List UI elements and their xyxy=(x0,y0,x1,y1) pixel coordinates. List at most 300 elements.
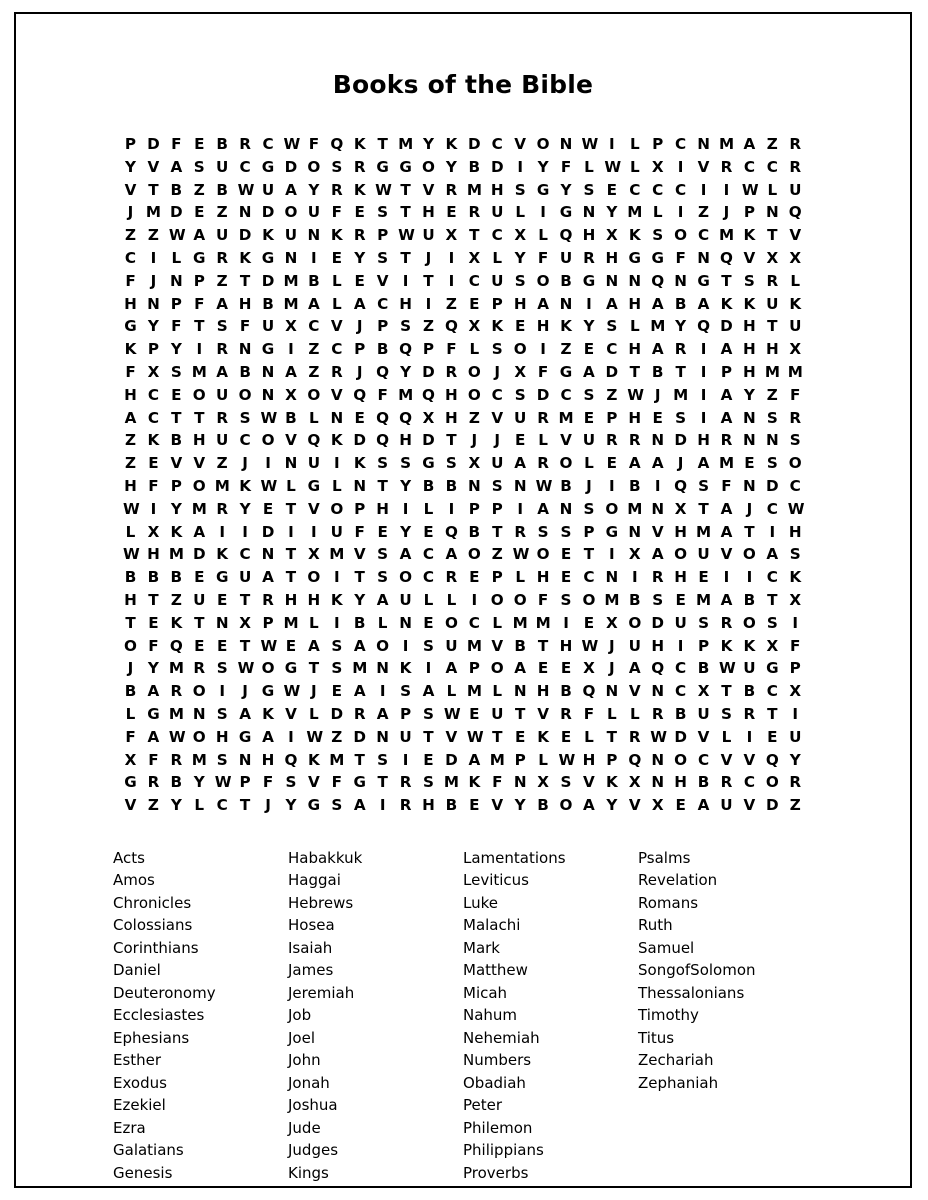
grid-cell: T xyxy=(171,408,182,427)
grid-cell: G xyxy=(261,157,275,176)
grid-cell: B xyxy=(445,796,458,815)
grid-cell: O xyxy=(192,727,206,746)
grid-cell: U xyxy=(216,385,229,404)
grid-cell: A xyxy=(307,294,320,313)
grid-cell: T xyxy=(423,727,434,746)
grid-cell: I xyxy=(219,522,226,541)
grid-cell: W xyxy=(168,226,186,245)
grid-cell: A xyxy=(124,408,137,427)
grid-cell: V xyxy=(193,454,206,473)
grid-row xyxy=(123,726,803,749)
grid-cell: X xyxy=(239,613,251,632)
grid-cell: R xyxy=(537,454,549,473)
grid-cell: B xyxy=(308,271,320,290)
list-item: Jonah xyxy=(288,1073,330,1092)
grid-cell: B xyxy=(468,157,481,176)
grid-cell: I xyxy=(677,636,684,655)
grid-row xyxy=(123,361,803,384)
list-item: Ezra xyxy=(113,1118,146,1137)
grid-cell: K xyxy=(445,135,458,153)
grid-cell: R xyxy=(720,157,733,176)
grid-cell: X xyxy=(147,362,160,381)
grid-cell: S xyxy=(170,362,182,381)
grid-cell: S xyxy=(377,750,389,769)
grid-cell: M xyxy=(558,408,574,427)
grid-cell: R xyxy=(330,362,343,381)
grid-row xyxy=(123,589,803,612)
grid-cell: D xyxy=(605,362,619,381)
grid-cell: N xyxy=(559,499,573,518)
grid-cell: N xyxy=(261,385,275,404)
list-item: Habakkuk xyxy=(288,848,363,867)
grid-cell: W xyxy=(260,408,278,427)
grid-cell: S xyxy=(583,180,595,199)
grid-cell: C xyxy=(789,476,801,495)
grid-cell: O xyxy=(444,613,458,632)
grid-cell: P xyxy=(789,659,801,678)
list-item: Timothy xyxy=(638,1006,699,1025)
grid-cell: U xyxy=(284,226,298,245)
grid-cell: C xyxy=(308,317,320,336)
grid-cell: E xyxy=(583,340,595,359)
grid-cell: Q xyxy=(444,522,458,541)
grid-cell: J xyxy=(586,476,592,495)
grid-cell: H xyxy=(124,590,137,609)
grid-cell: M xyxy=(283,294,299,313)
grid-cell: F xyxy=(125,362,136,381)
grid-cell: I xyxy=(471,590,478,609)
grid-cell: Z xyxy=(331,727,343,746)
grid-cell: D xyxy=(651,613,664,632)
grid-cell: U xyxy=(789,317,802,336)
grid-cell: U xyxy=(789,727,802,746)
list-item: Mark xyxy=(463,938,500,957)
grid-cell: N xyxy=(743,431,756,450)
grid-cell: L xyxy=(538,750,548,769)
grid-cell: S xyxy=(766,454,778,473)
list-item: Ruth xyxy=(638,916,673,935)
grid-cell: I xyxy=(333,454,340,473)
grid-cell: E xyxy=(698,568,709,587)
grid-cell: A xyxy=(147,682,160,701)
puzzle-sheet xyxy=(14,12,912,1188)
grid-cell: A xyxy=(353,636,366,655)
grid-cell: C xyxy=(675,682,687,701)
grid-cell: L xyxy=(331,476,342,495)
grid-cell: F xyxy=(537,590,549,609)
grid-cell: H xyxy=(605,248,619,267)
grid-cell: K xyxy=(743,294,756,313)
grid-cell: R xyxy=(674,340,687,359)
grid-cell: C xyxy=(560,385,572,404)
grid-cell: A xyxy=(445,659,458,678)
grid-cell: S xyxy=(331,659,343,678)
grid-cell: L xyxy=(446,682,457,701)
grid-cell: W xyxy=(558,750,576,769)
grid-cell: O xyxy=(399,568,413,587)
grid-cell: Y xyxy=(354,248,366,267)
grid-cell: T xyxy=(606,727,618,746)
grid-cell: H xyxy=(651,636,665,655)
grid-row xyxy=(123,521,803,544)
grid-cell: R xyxy=(239,135,251,153)
grid-cell: T xyxy=(148,180,159,199)
grid-cell: A xyxy=(720,385,733,404)
grid-cell: C xyxy=(216,796,228,815)
grid-cell: S xyxy=(514,271,526,290)
grid-cell: W xyxy=(260,636,278,655)
grid-cell: V xyxy=(124,180,137,199)
grid-cell: E xyxy=(560,568,572,587)
list-item: Thessalonians xyxy=(638,983,745,1002)
grid-cell: I xyxy=(402,499,409,518)
grid-cell: G xyxy=(628,248,642,267)
grid-cell: P xyxy=(124,135,137,153)
grid-cell: A xyxy=(307,636,320,655)
grid-cell: F xyxy=(125,271,136,290)
grid-cell: T xyxy=(583,545,595,564)
grid-cell: Z xyxy=(789,796,801,815)
grid-cell: R xyxy=(445,568,458,587)
grid-cell: A xyxy=(239,704,251,723)
grid-cell: Y xyxy=(285,796,297,815)
list-item: Micah xyxy=(463,983,508,1002)
grid-cell: Y xyxy=(239,499,251,518)
grid-cell: I xyxy=(448,271,455,290)
grid-cell: Q xyxy=(399,408,413,427)
grid-cell: M xyxy=(627,203,643,222)
grid-cell: W xyxy=(604,157,622,176)
grid-cell: H xyxy=(628,408,642,427)
grid-cell: Y xyxy=(354,590,366,609)
grid-cell: D xyxy=(261,271,275,290)
grid-cell: B xyxy=(170,773,183,792)
grid-cell: W xyxy=(466,727,484,746)
grid-cell: C xyxy=(377,294,389,313)
grid-cell: O xyxy=(192,385,206,404)
grid-cell: C xyxy=(331,340,343,359)
grid-cell: B xyxy=(353,613,366,632)
grid-cell: G xyxy=(582,271,596,290)
grid-cell: H xyxy=(422,796,435,815)
grid-cell: W xyxy=(535,476,553,495)
grid-cell: M xyxy=(168,545,184,564)
grid-cell: F xyxy=(331,773,342,792)
grid-cell: K xyxy=(353,454,366,473)
grid-cell: F xyxy=(790,636,801,655)
grid-cell: J xyxy=(494,431,501,450)
grid-cell: G xyxy=(536,180,550,199)
grid-cell: P xyxy=(652,135,664,153)
grid-cell: K xyxy=(330,590,343,609)
grid-cell: V xyxy=(628,796,641,815)
grid-cell: O xyxy=(192,682,206,701)
grid-cell: V xyxy=(170,454,183,473)
grid-cell: R xyxy=(216,340,229,359)
grid-cell: E xyxy=(537,659,549,678)
grid-cell: B xyxy=(514,636,526,655)
list-item: Haggai xyxy=(288,871,341,890)
grid-cell: O xyxy=(307,568,321,587)
grid-cell: L xyxy=(790,271,801,290)
grid-cell: O xyxy=(467,362,481,381)
grid-cell: J xyxy=(425,248,432,267)
grid-cell: A xyxy=(537,294,549,313)
word-list-column xyxy=(113,847,288,1185)
grid-cell: V xyxy=(789,226,802,245)
grid-cell: U xyxy=(628,636,641,655)
grid-row xyxy=(123,384,803,407)
grid-cell: O xyxy=(536,135,550,153)
grid-cell: N xyxy=(284,454,298,473)
grid-cell: E xyxy=(469,796,480,815)
grid-cell: H xyxy=(743,317,756,336)
list-item: Genesis xyxy=(113,1163,173,1182)
grid-cell: A xyxy=(537,499,549,518)
grid-cell: M xyxy=(443,773,460,792)
grid-cell: T xyxy=(285,499,297,518)
grid-cell: X xyxy=(468,454,481,473)
list-item: Deuteronomy xyxy=(113,983,216,1002)
grid-cell: X xyxy=(628,773,641,792)
grid-cell: N xyxy=(215,613,229,632)
grid-cell: N xyxy=(582,203,596,222)
grid-cell: M xyxy=(398,385,414,404)
grid-cell: L xyxy=(629,157,640,176)
grid-cell: L xyxy=(423,499,434,518)
grid-cell: Y xyxy=(170,340,182,359)
grid-cell: A xyxy=(628,454,641,473)
grid-cell: M xyxy=(191,750,207,769)
grid-cell: O xyxy=(559,454,573,473)
grid-cell: V xyxy=(651,522,664,541)
grid-cell: T xyxy=(423,271,434,290)
grid-cell: R xyxy=(720,431,733,450)
grid-cell: M xyxy=(466,682,482,701)
grid-cell: E xyxy=(354,271,365,290)
grid-cell: B xyxy=(674,704,687,723)
grid-cell: S xyxy=(743,271,755,290)
grid-cell: A xyxy=(583,362,595,381)
grid-cell: Y xyxy=(743,385,755,404)
word-list-column xyxy=(638,847,813,1185)
grid-cell: B xyxy=(445,476,458,495)
grid-cell: P xyxy=(491,499,503,518)
grid-cell: K xyxy=(353,180,366,199)
grid-cell: A xyxy=(720,590,733,609)
grid-cell: A xyxy=(514,454,527,473)
grid-row xyxy=(123,315,803,338)
grid-cell: S xyxy=(560,773,572,792)
grid-cell: B xyxy=(239,362,251,381)
grid-cell: J xyxy=(242,682,248,701)
grid-cell: A xyxy=(399,545,412,564)
grid-cell: H xyxy=(697,431,710,450)
grid-row xyxy=(123,771,803,794)
grid-cell: H xyxy=(307,590,321,609)
grid-cell: O xyxy=(674,545,688,564)
grid-cell: C xyxy=(697,226,710,245)
grid-cell: S xyxy=(377,568,389,587)
grid-cell: K xyxy=(307,750,320,769)
word-list-column xyxy=(463,847,638,1185)
grid-cell: A xyxy=(262,568,274,587)
grid-cell: P xyxy=(170,294,182,313)
grid-cell: T xyxy=(194,408,205,427)
list-item: Amos xyxy=(113,871,155,890)
grid-cell: S xyxy=(789,545,801,564)
grid-cell: A xyxy=(147,727,160,746)
grid-cell: Z xyxy=(124,226,136,245)
grid-cell: I xyxy=(677,157,684,176)
grid-cell: U xyxy=(766,294,779,313)
grid-cell: A xyxy=(651,294,664,313)
grid-cell: P xyxy=(468,659,480,678)
list-item: Philemon xyxy=(463,1118,533,1137)
grid-cell: X xyxy=(651,796,664,815)
grid-cell: G xyxy=(238,727,252,746)
grid-cell: Z xyxy=(124,431,136,450)
grid-cell: D xyxy=(238,226,252,245)
grid-cell: L xyxy=(721,727,732,746)
list-item: Exodus xyxy=(113,1073,167,1092)
grid-cell: H xyxy=(582,750,596,769)
grid-cell: T xyxy=(698,499,709,518)
grid-cell: E xyxy=(171,385,182,404)
grid-cell: V xyxy=(285,704,297,723)
grid-cell: E xyxy=(217,636,228,655)
grid-cell: R xyxy=(651,568,664,587)
grid-cell: T xyxy=(308,659,320,678)
grid-cell: S xyxy=(400,682,412,701)
grid-cell: K xyxy=(239,248,251,267)
grid-cell: C xyxy=(422,568,435,587)
grid-cell: Y xyxy=(514,796,526,815)
grid-cell: W xyxy=(512,545,530,564)
grid-cell: Z xyxy=(422,317,434,336)
grid-cell: R xyxy=(353,157,366,176)
grid-cell: C xyxy=(766,499,778,518)
grid-cell: F xyxy=(537,248,549,267)
grid-cell: H xyxy=(215,727,229,746)
grid-cell: N xyxy=(697,248,710,267)
list-item: Chronicles xyxy=(113,893,192,912)
grid-cell: A xyxy=(697,294,710,313)
grid-cell: W xyxy=(283,682,301,701)
grid-cell: H xyxy=(536,317,550,336)
grid-cell: G xyxy=(124,317,137,336)
grid-cell: B xyxy=(124,682,137,701)
grid-cell: Y xyxy=(789,750,801,769)
grid-cell: G xyxy=(605,522,619,541)
grid-cell: S xyxy=(652,590,664,609)
grid-cell: S xyxy=(789,431,801,450)
grid-cell: K xyxy=(330,431,343,450)
grid-cell: O xyxy=(307,385,321,404)
grid-cell: V xyxy=(330,385,343,404)
grid-cell: E xyxy=(469,294,480,313)
grid-cell: X xyxy=(468,248,481,267)
grid-cell: I xyxy=(517,499,523,518)
grid-cell: O xyxy=(490,659,504,678)
grid-cell: V xyxy=(491,796,504,815)
grid-cell: S xyxy=(537,522,549,541)
grid-cell: Y xyxy=(400,362,412,381)
grid-cell: E xyxy=(560,545,572,564)
grid-cell: S xyxy=(514,385,526,404)
grid-cell: A xyxy=(720,499,733,518)
grid-cell: S xyxy=(377,203,389,222)
list-item: Ephesians xyxy=(113,1028,190,1047)
grid-cell: W xyxy=(123,499,140,518)
grid-cell: N xyxy=(513,773,527,792)
grid-cell: F xyxy=(492,773,503,792)
grid-cell: Q xyxy=(330,135,344,153)
grid-cell: Y xyxy=(193,773,205,792)
grid-cell: Z xyxy=(193,180,205,199)
grid-cell: F xyxy=(721,476,732,495)
grid-cell: U xyxy=(307,203,321,222)
grid-cell: K xyxy=(170,522,183,541)
grid-cell: V xyxy=(720,545,733,564)
grid-row xyxy=(123,749,803,772)
grid-cell: G xyxy=(766,659,779,678)
grid-cell: X xyxy=(124,750,137,769)
grid-row xyxy=(123,133,803,156)
grid-cell: E xyxy=(675,796,686,815)
list-item: Ecclesiastes xyxy=(113,1006,205,1025)
grid-cell: P xyxy=(399,704,412,723)
grid-cell: U xyxy=(261,317,275,336)
grid-cell: M xyxy=(696,522,712,541)
grid-cell: N xyxy=(605,682,619,701)
grid-cell: T xyxy=(354,568,365,587)
grid-cell: P xyxy=(514,750,526,769)
grid-cell: M xyxy=(466,636,482,655)
list-item: Zechariah xyxy=(638,1051,714,1070)
grid-cell: A xyxy=(193,522,206,541)
grid-cell: C xyxy=(766,157,778,176)
grid-cell: S xyxy=(216,659,228,678)
grid-cell: D xyxy=(353,727,367,746)
grid-cell: S xyxy=(583,385,595,404)
grid-cell: A xyxy=(651,340,664,359)
grid-cell: U xyxy=(491,704,504,723)
grid-cell: Q xyxy=(582,682,596,701)
grid-cell: A xyxy=(720,408,733,427)
grid-cell: C xyxy=(422,545,435,564)
grid-cell: O xyxy=(261,659,275,678)
grid-cell: Y xyxy=(445,157,457,176)
grid-cell: W xyxy=(375,180,392,199)
grid-cell: F xyxy=(790,385,801,404)
grid-cell: F xyxy=(583,704,595,723)
grid-cell: R xyxy=(583,248,595,267)
grid-cell: C xyxy=(239,545,251,564)
grid-cell: T xyxy=(469,226,480,245)
grid-cell: B xyxy=(468,522,481,541)
grid-cell: T xyxy=(194,317,205,336)
grid-cell: Z xyxy=(170,590,182,609)
grid-cell: W xyxy=(581,636,599,655)
grid-cell: N xyxy=(238,750,252,769)
grid-cell: H xyxy=(559,636,573,655)
grid-cell: M xyxy=(214,476,230,495)
grid-cell: L xyxy=(767,180,778,199)
grid-cell: Z xyxy=(216,454,228,473)
grid-cell: T xyxy=(239,636,251,655)
grid-cell: H xyxy=(513,294,527,313)
